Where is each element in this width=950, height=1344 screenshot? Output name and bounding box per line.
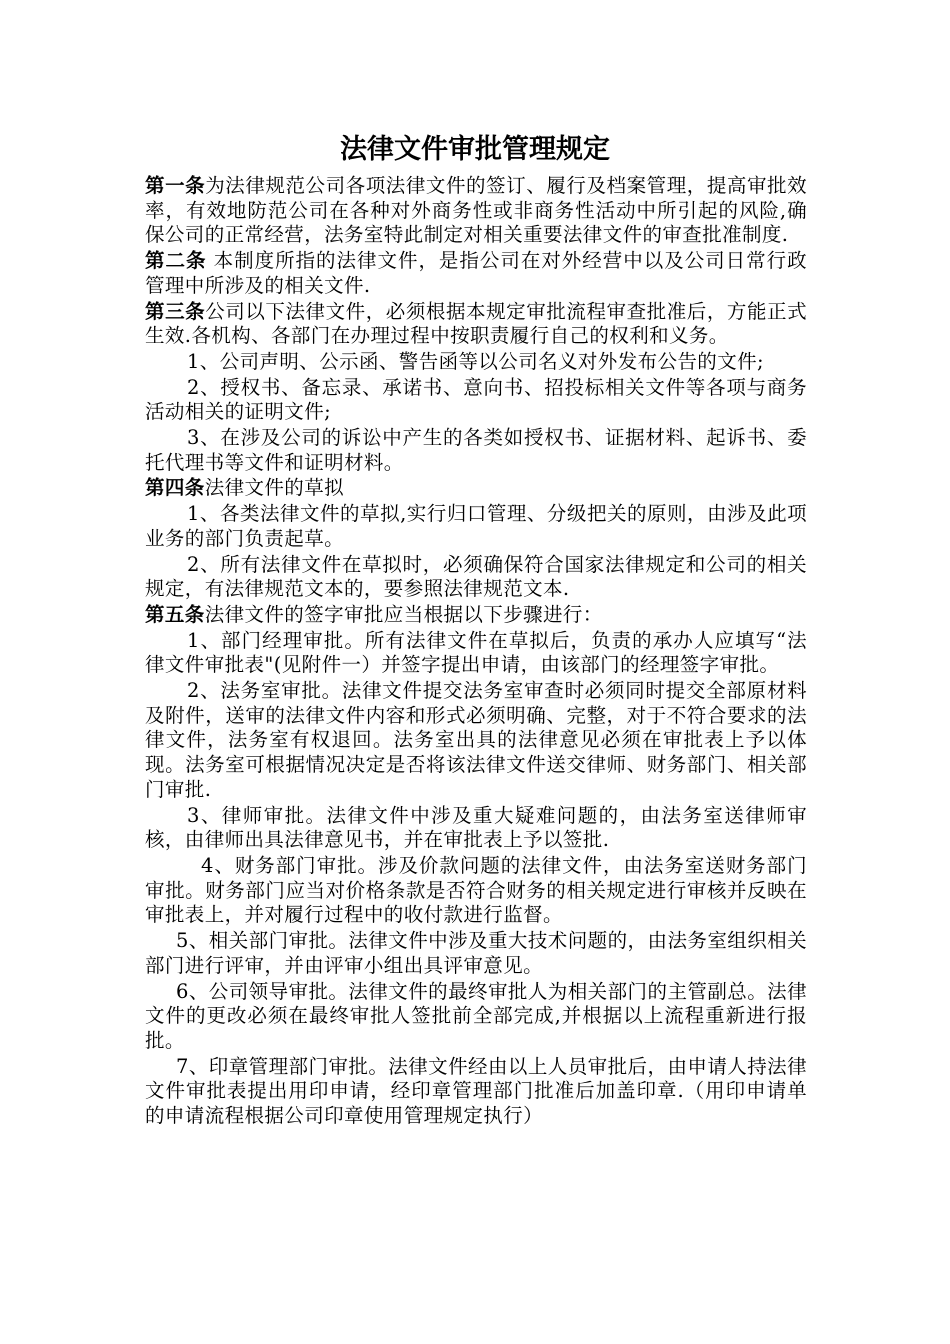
article-text: 公司以下法律文件，必须根据本规定审批流程审查批准后，方能正式生效.各机构、各部门在办理过程中按职责履行自己的权利和义务。	[145, 299, 807, 348]
list-item: 3、律师审批。法律文件中涉及重大疑难问题的，由法务室送律师审核，由律师出具法律意见书，并在审批表上予以签批.	[145, 803, 807, 852]
article-label: 第三条	[145, 299, 206, 323]
list-item: 5、相关部门审批。法律文件中涉及重大技术问题的，由法务室组织相关部门进行评审，并由评审小组出具评审意见。	[145, 929, 807, 977]
article-1	[145, 174, 807, 248]
list-item: 2、所有法律文件在草拟时，必须确保符合国家法律规定和公司的相关规定，有法律规范文本的，要参照法律规范文本.	[145, 552, 807, 601]
article-label: 第一条	[145, 174, 206, 197]
article-text: 法律文件的草拟	[204, 476, 345, 500]
document-body	[145, 174, 807, 1130]
list-item: 1、各类法律文件的草拟,实行归口管理、分级把关的原则，由涉及此项业务的部门负责起草。	[145, 502, 807, 550]
list-item: 6、公司领导审批。法律文件的最终审批人为相关部门的主管副总。法律文件的更改必须在最终审批人签批前全部完成,并根据以上流程重新进行报批。	[145, 979, 807, 1052]
list-item: 3、在涉及公司的诉讼中产生的各类如授权书、证据材料、起诉书、委托代理书等文件和证明材料。	[145, 426, 807, 474]
article-2	[145, 249, 807, 298]
list-item: 2、授权书、备忘录、承诺书、意向书、招投标相关文件等各项与商务活动相关的证明文件;	[145, 375, 807, 424]
article-label: 第五条	[145, 602, 205, 626]
article-text: 为法律规范公司各项法律文件的签订、履行及档案管理，提高审批效率，有效地防范公司在各种对外商务性或非商务性活动中所引起的风险,确保公司的正常经营，法务室特此制定对相关重要法律文件的审查批准制度.	[145, 174, 807, 247]
article-3	[145, 300, 807, 349]
list-item: 2、法务室审批。法律文件提交法务室审查时必须同时提交全部原材料及附件，送审的法律文件内容和形式必须明确、完整，对于不符合要求的法律文件，法务室有权退回。法务室出具的法律意见必须在审批表上予以体现。法务室可根据情况决定是否将该法律文件送交律师、财务部门、相关部门审批.	[145, 679, 807, 801]
article-text: 法律文件的签字审批应当根据以下步骤进行：	[204, 602, 603, 626]
list-item: 1、部门经理审批。所有法律文件在草拟后，负责的承办人应填写“法律文件审批表"(见附件一）并签字提出申请，由该部门的经理签字审批。	[145, 628, 807, 677]
article-label: 第二条	[145, 249, 207, 273]
article-label: 第四条	[145, 476, 205, 500]
document-title: 法律文件审批管理规定	[340, 134, 610, 165]
article-5	[145, 603, 807, 628]
article-4	[145, 476, 807, 501]
list-item: 7、印章管理部门审批。法律文件经由以上人员审批后，由申请人持法律文件审批表提出用印申请，经印章管理部门批准后加盖印章.（用印申请单的申请流程根据公司印章使用管理规定执行）	[145, 1054, 807, 1128]
list-item: 4、财务部门审批。涉及价款问题的法律文件，由法务室送财务部门审批。财务部门应当对价格条款是否符合财务的相关规定进行审核并反映在审批表上，并对履行过程中的收付款进行监督。	[145, 853, 807, 927]
article-text: 本制度所指的法律文件，是指公司在对外经营中以及公司日常行政管理中所涉及的相关文件.	[145, 249, 808, 297]
list-item: 1、公司声明、公示函、警告函等以公司名义对外发布公告的文件;	[187, 349, 764, 373]
